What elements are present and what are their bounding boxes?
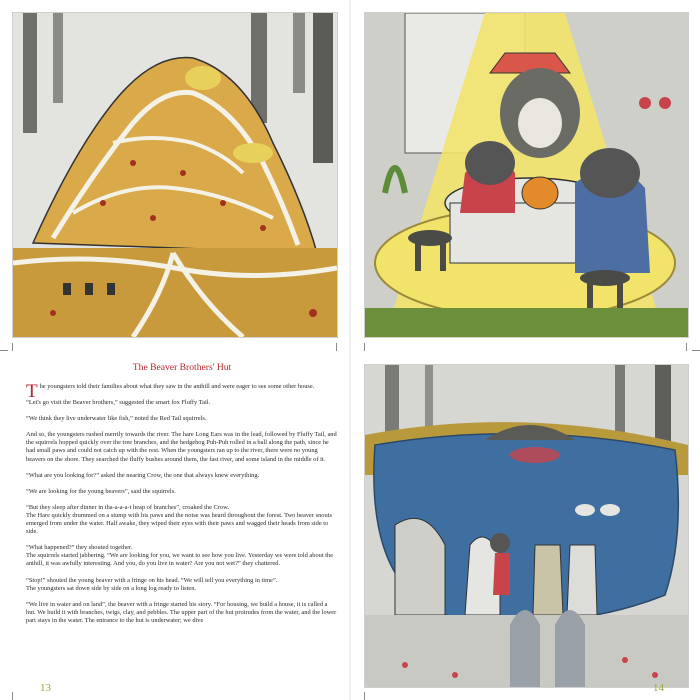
page-number-right: 14 [653,682,664,694]
drop-cap: T [26,381,38,402]
paragraph-3: “We think they live underwater like fish,” noted the Red Tail squirrels. [26,415,207,423]
paragraph-9: “Stop!” shouted the young beaver with a fringe on his head. “We will tell you everything in time”. The youngsters sat down side by side on a long log ready to listen. [26,576,278,592]
crop-mark [12,343,13,351]
crop-mark [364,343,365,351]
crop-mark [0,350,8,351]
chapter-title: The Beaver Brothers' Hut [132,362,232,373]
paragraph-10: “We live in water and on land”, the beaver with a fringe started his story. “For housing, we build a house, it is called a hut. We build it with branches, twigs, clay, and pebbles. The upper part of the hut protrudes from the water, and the lower part stays in the water. The entrance to the hut is underwater; we dive [26,600,337,624]
crop-mark [686,343,687,351]
paragraph-4: And so, the youngsters rushed merrily towards the river. The hare Long Ears was in the lead, followed by Fluffy Tail, and the squirrels hopped quickly over the tree branches, and the hedgehog Puh-Puh rolled in a ball along the path, since he had small paws and could not catch up with the rest. When the youngsters ran up to the river, there were no young beavers on the shore. They searched the fluffy bushes around them, the fast river, and some island in the middle of it. [26,431,337,463]
paragraph-1: The youngsters told their families about what they saw in the anthill and were eager to see some other house. [26,381,315,402]
paragraph-6: “We are looking for the young beavers”, said the squirrels. [26,487,176,495]
paragraph-7: “But they sleep after dinner in tha-a-a-a-t heap of branches”, croaked the Crow. The Hare quickly drummed on a stump with his paws and the noise was heard throughout the forest. Two beaver snouts emerged from under the water. Half awake, they wiped their eyes with their paws and wagged their heads from side to side. [26,503,332,536]
hedgehog-family-illustration [364,12,689,338]
crop-mark [364,692,365,700]
paragraph-2: “Let's go visit the Beaver brothers,” suggested the smart fox Fluffy Tail. [26,399,211,407]
beaver-pond-illustration [364,364,689,688]
paragraph-8: “What happened?” they shouted together. The squirrels started jabbering. “We are looking for you, we want to see how you live. Yesterday we were told about the anthill, it was awfully interesting. And you, do you live in water? Are you not wet?” they chattered. [26,544,334,568]
crop-mark [336,343,337,351]
anthill-illustration [12,12,338,338]
paragraph-5: “What are you looking for?” asked the nearing Crow, the one that always knew everything. [26,471,260,479]
crop-mark [692,350,700,351]
page-gutter [349,0,351,700]
crop-mark [12,692,13,700]
text-page [26,362,338,678]
page-number-left: 13 [40,682,51,694]
